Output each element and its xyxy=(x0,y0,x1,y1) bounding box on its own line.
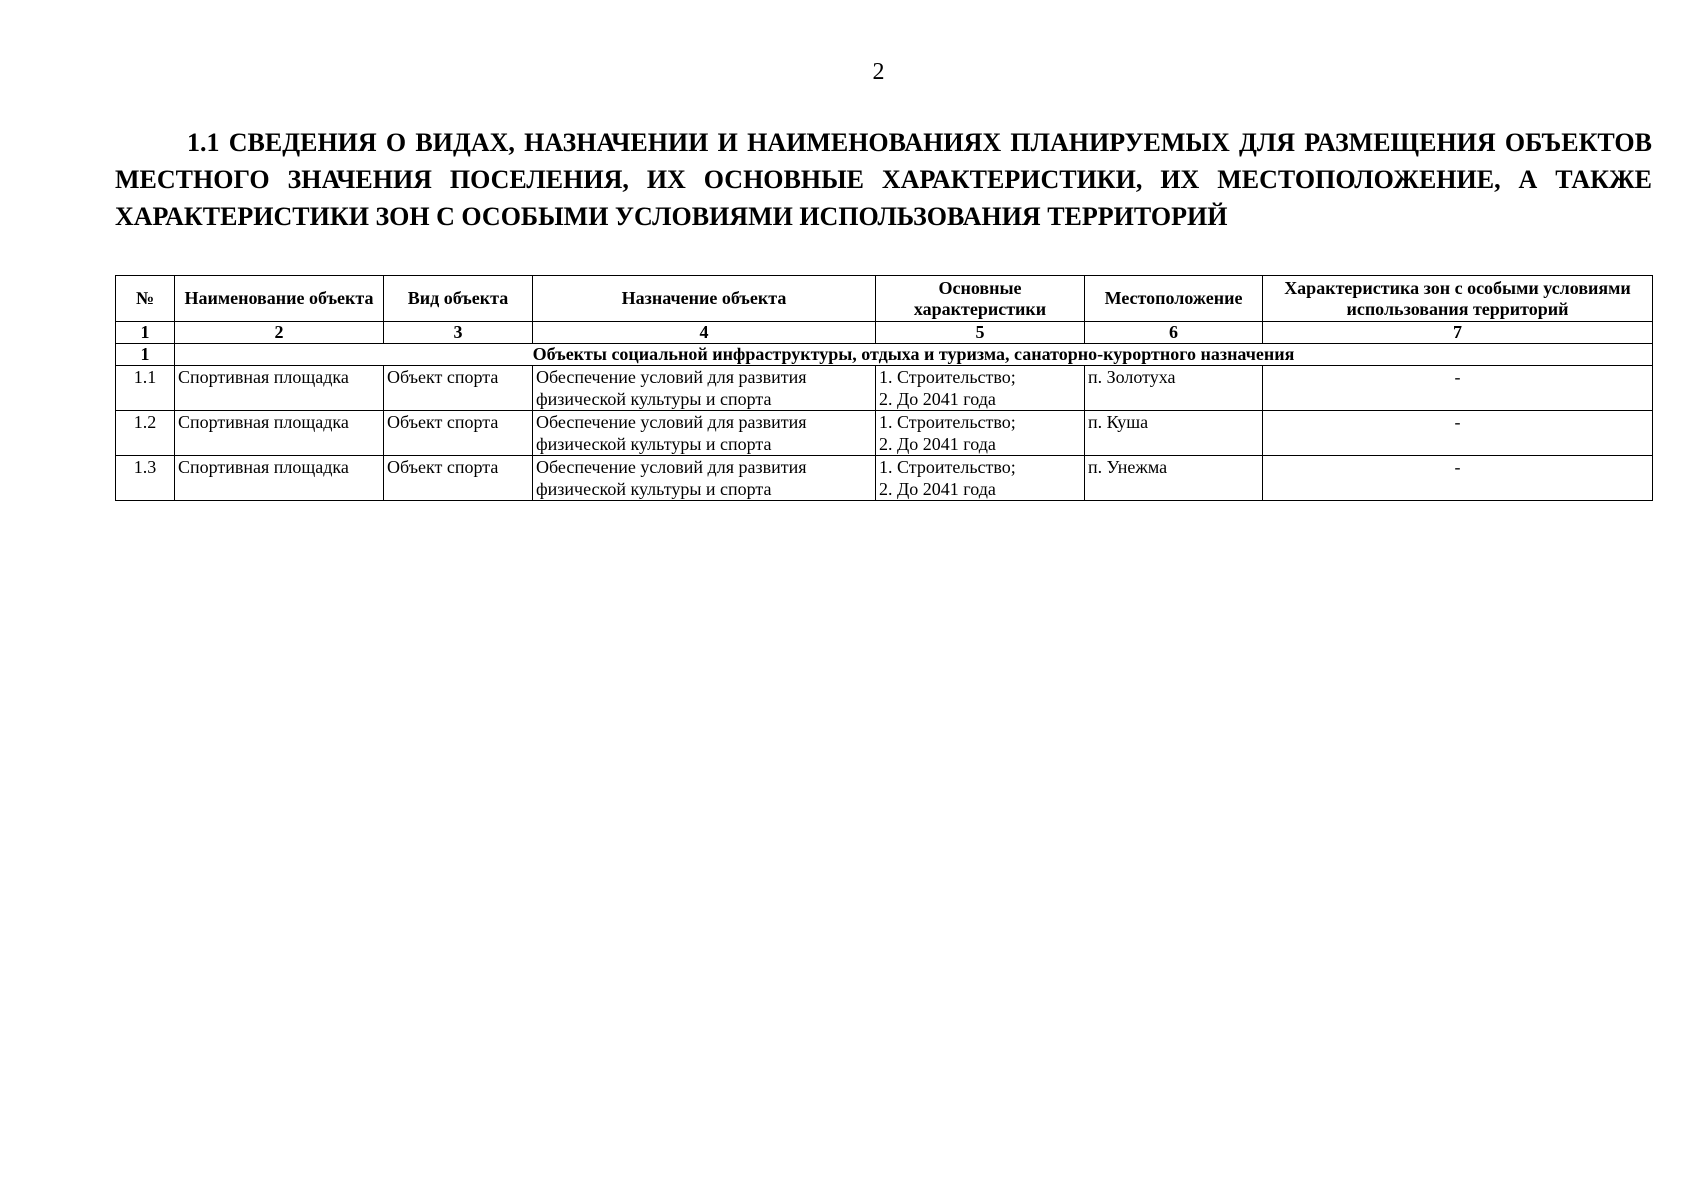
characteristics-line: 2. До 2041 года xyxy=(879,479,996,499)
column-number: 4 xyxy=(533,322,876,344)
row-number: 1.3 xyxy=(116,456,175,501)
characteristics-line: 1. Строительство; xyxy=(879,367,1016,387)
table-header-row xyxy=(116,276,1653,322)
table-row xyxy=(116,366,1653,411)
table-row xyxy=(116,411,1653,456)
column-number: 5 xyxy=(876,322,1085,344)
object-type: Объект спорта xyxy=(384,411,533,456)
table-row xyxy=(116,456,1653,501)
object-name: Спортивная площадка xyxy=(175,366,384,411)
header-location: Местоположение xyxy=(1085,276,1263,322)
section-title: 1.1 СВЕДЕНИЯ О ВИДАХ, НАЗНАЧЕНИИ И НАИМЕНОВАНИЯХ ПЛАНИРУЕМЫХ ДЛЯ РАЗМЕЩЕНИЯ ОБЪЕКТОВ МЕСТНОГО ЗНАЧЕНИЯ ПОСЕЛЕНИЯ, ИХ ОСНОВНЫЕ ХАРАКТЕРИСТИКИ, ИХ МЕСТОПОЛОЖЕНИЕ, А ТАКЖЕ ХАРАКТЕРИСТИКИ ЗОН С ОСОБЫМИ УСЛОВИЯМИ ИСПОЛЬЗОВАНИЯ ТЕРРИТОРИЙ xyxy=(115,128,1652,231)
group-row xyxy=(116,344,1653,366)
header-characteristics: Основные характеристики xyxy=(876,276,1085,322)
object-type: Объект спорта xyxy=(384,456,533,501)
characteristics-line: 1. Строительство; xyxy=(879,412,1016,432)
column-number: 2 xyxy=(175,322,384,344)
object-purpose: Обеспечение условий для развития физической культуры и спорта xyxy=(533,411,876,456)
header-num: № xyxy=(116,276,175,322)
characteristics-line: 2. До 2041 года xyxy=(879,434,996,454)
object-zones: - xyxy=(1263,411,1653,456)
page-number: 2 xyxy=(872,59,885,85)
characteristics-line: 1. Строительство; xyxy=(879,457,1016,477)
object-type: Объект спорта xyxy=(384,366,533,411)
header-zones: Характеристика зон с особыми условиями использования территорий xyxy=(1263,276,1653,322)
object-zones: - xyxy=(1263,456,1653,501)
object-characteristics xyxy=(876,411,1085,456)
column-number-row xyxy=(116,322,1653,344)
row-number: 1.2 xyxy=(116,411,175,456)
object-name: Спортивная площадка xyxy=(175,411,384,456)
group-number: 1 xyxy=(116,344,175,366)
characteristics-line: 2. До 2041 года xyxy=(879,389,996,409)
object-location: п. Золотуха xyxy=(1085,366,1263,411)
object-location: п. Куша xyxy=(1085,411,1263,456)
column-number: 6 xyxy=(1085,322,1263,344)
object-name: Спортивная площадка xyxy=(175,456,384,501)
header-name: Наименование объекта xyxy=(175,276,384,322)
column-number: 3 xyxy=(384,322,533,344)
object-characteristics xyxy=(876,366,1085,411)
planned-objects-table xyxy=(115,275,1653,501)
header-type: Вид объекта xyxy=(384,276,533,322)
group-title: Объекты социальной инфраструктуры, отдыха и туризма, санаторно-курортного назначения xyxy=(175,344,1653,366)
object-location: п. Унежма xyxy=(1085,456,1263,501)
object-purpose: Обеспечение условий для развития физической культуры и спорта xyxy=(533,366,876,411)
column-number: 7 xyxy=(1263,322,1653,344)
object-characteristics xyxy=(876,456,1085,501)
object-purpose: Обеспечение условий для развития физической культуры и спорта xyxy=(533,456,876,501)
column-number: 1 xyxy=(116,322,175,344)
object-zones: - xyxy=(1263,366,1653,411)
header-purpose: Назначение объекта xyxy=(533,276,876,322)
row-number: 1.1 xyxy=(116,366,175,411)
